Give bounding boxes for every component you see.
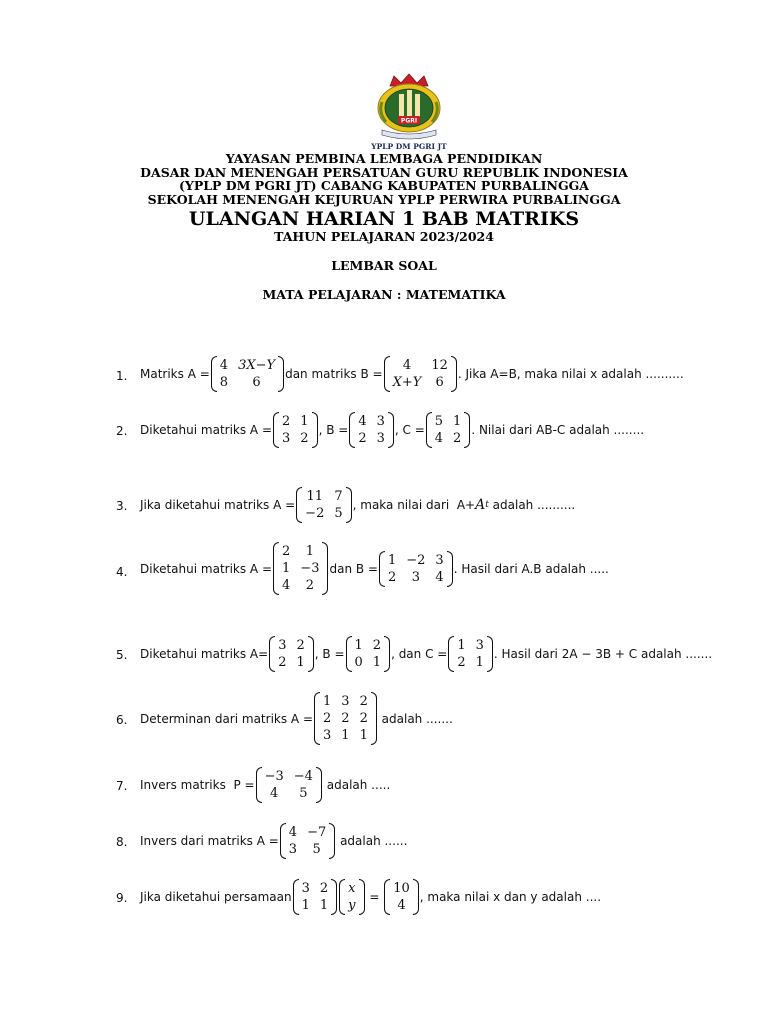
matrix-entry: 2 xyxy=(387,569,397,585)
matrix-entry: 1 xyxy=(323,694,332,709)
matrix-c xyxy=(448,636,493,672)
matrix-entry: −4 xyxy=(293,769,313,784)
question-3 xyxy=(140,487,575,523)
matrix-a xyxy=(273,412,318,448)
question-6 xyxy=(140,692,453,745)
question-number: 8. xyxy=(116,835,128,849)
header-line-1: YAYASAN PEMBINA LEMBAGA PENDIDIKAN xyxy=(225,151,543,166)
matrix-a xyxy=(273,542,328,595)
matrix-entry: 2 xyxy=(282,414,291,429)
matrix-entry: 1 xyxy=(282,561,291,576)
matrix-b xyxy=(379,551,453,587)
matrix-cells xyxy=(454,636,487,672)
transpose-symbol: A xyxy=(475,497,486,513)
matrix-cells xyxy=(217,356,278,392)
matrix-right-bracket xyxy=(329,823,335,859)
transpose-superscript: t xyxy=(485,500,489,510)
matrix-entry: 4 xyxy=(219,358,229,373)
question-text: . Hasil dari A.B adalah ..... xyxy=(453,561,609,576)
matrix-entry: 2 xyxy=(300,431,309,446)
matrix-right-bracket xyxy=(331,879,337,915)
matrix-entry: 5 xyxy=(312,842,321,857)
matrix-entry: 4 xyxy=(270,786,279,801)
matrix-entry: 2 xyxy=(359,711,368,726)
question-text: Determinan dari matriks A = xyxy=(140,711,313,726)
matrix-right-bracket xyxy=(388,412,394,448)
matrix-entry: 3 xyxy=(411,569,420,585)
matrix-entry: 3 xyxy=(376,431,385,446)
matrix-cells xyxy=(432,412,465,448)
question-number: 2. xyxy=(116,424,128,438)
matrix-right-bracket xyxy=(464,412,470,448)
question-text: Diketahui matriks A = xyxy=(140,561,273,576)
matrix-b xyxy=(346,636,391,672)
matrix-cells xyxy=(275,636,308,672)
school-logo xyxy=(368,72,450,152)
matrix-cells xyxy=(299,879,332,915)
matrix-cells xyxy=(262,767,316,803)
matrix-cells xyxy=(385,551,447,587)
matrix-right-bracket xyxy=(308,636,314,672)
matrix-entry: 1 xyxy=(341,728,350,743)
question-text: . Jika A=B, maka nilai x adalah .......... xyxy=(457,367,684,381)
matrix-entry: 1 xyxy=(319,898,329,913)
matrix-cells xyxy=(320,692,371,745)
matrix-entry: 2 xyxy=(457,655,466,670)
logo-badge-text: PGRI xyxy=(400,117,418,125)
question-text: . Nilai dari AB-C adalah ........ xyxy=(471,423,645,437)
matrix-a xyxy=(211,356,284,392)
sheet-label: LEMBAR SOAL xyxy=(331,258,437,273)
matrix-cells xyxy=(355,412,388,448)
matrix-right-bracket xyxy=(312,412,318,448)
matrix-entry: y xyxy=(348,898,356,913)
question-text: adalah .......... xyxy=(488,498,576,512)
matrix-right-bracket xyxy=(451,356,457,392)
matrix-entry: 10 xyxy=(393,881,410,896)
matrix-entry: 4 xyxy=(288,825,298,840)
matrix-cells xyxy=(345,879,358,915)
matrix-entry: 3 xyxy=(376,414,385,429)
matrix-entry: 2 xyxy=(305,578,315,593)
matrix-entry: 3 xyxy=(323,728,332,743)
matrix-a xyxy=(280,823,335,859)
question-text: , B = xyxy=(314,647,345,661)
matrix-entry: 2 xyxy=(372,638,382,653)
matrix-entry: 5 xyxy=(299,786,308,801)
question-text: , maka nilai x dan y adalah .... xyxy=(419,890,602,904)
question-5 xyxy=(140,636,712,672)
matrix-entry: 11 xyxy=(306,489,324,504)
matrix-entry: 5 xyxy=(434,414,444,429)
matrix-entry: 5 xyxy=(334,506,343,521)
question-text: = xyxy=(365,890,384,904)
matrix-entry: −7 xyxy=(307,825,327,840)
matrix-entry: 4 xyxy=(282,578,291,593)
matrix-entry: 3 xyxy=(301,881,310,896)
matrix-coefficients xyxy=(293,879,338,915)
question-number: 4. xyxy=(116,565,128,579)
matrix-entry: 4 xyxy=(435,569,444,585)
matrix-entry: 0 xyxy=(354,655,363,670)
matrix-cells xyxy=(390,356,451,392)
matrix-right-bracket xyxy=(371,692,377,745)
matrix-entry: 4 xyxy=(434,431,444,446)
question-number: 1. xyxy=(116,369,128,383)
matrix-entry: 3 xyxy=(475,638,484,653)
question-text: Invers matriks P = xyxy=(140,778,255,792)
matrix-a xyxy=(296,487,351,523)
question-text: Diketahui matriks A= xyxy=(140,647,269,661)
matrix-right-bracket xyxy=(346,487,352,523)
question-text: Jika diketahui matriks A = xyxy=(140,498,296,512)
header-line-3: (YPLP DM PGRI JT) CABANG KABUPATEN PURBALINGGA xyxy=(178,178,589,193)
matrix-constants xyxy=(384,879,419,915)
question-number: 5. xyxy=(116,648,128,662)
question-number: 6. xyxy=(116,713,128,727)
logo-caption: YPLP DM PGRI JT xyxy=(371,142,447,151)
matrix-entry: −2 xyxy=(406,552,426,568)
matrix-entry: 8 xyxy=(219,375,229,390)
matrix-entry: 6 xyxy=(435,375,444,390)
matrix-entry: 3 xyxy=(341,694,350,709)
matrix-right-bracket xyxy=(384,636,390,672)
question-8 xyxy=(140,823,407,859)
matrix-entry: 1 xyxy=(301,898,310,913)
matrix-entry: −3 xyxy=(264,769,284,784)
matrix-right-bracket xyxy=(413,879,419,915)
question-number: 7. xyxy=(116,779,128,793)
matrix-entry: 2 xyxy=(453,431,462,446)
question-text: Invers dari matriks A = xyxy=(140,834,279,848)
question-text: , C = xyxy=(394,423,425,437)
question-text: Diketahui matriks A = xyxy=(140,423,273,437)
question-text: dan matriks B = xyxy=(285,367,383,381)
matrix-entry: 2 xyxy=(296,638,305,653)
matrix-entry: 1 xyxy=(354,638,363,653)
matrix-cells xyxy=(279,542,322,595)
question-2 xyxy=(140,412,644,448)
matrix-cells xyxy=(352,636,385,672)
matrix-p xyxy=(256,767,322,803)
matrix-entry: 1 xyxy=(359,728,368,743)
matrix-a xyxy=(314,692,377,745)
matrix-entry: −2 xyxy=(305,506,325,521)
matrix-cells xyxy=(279,412,312,448)
matrix-cells xyxy=(302,487,345,523)
question-7 xyxy=(140,767,390,803)
matrix-entry: 1 xyxy=(372,655,382,670)
matrix-entry: 1 xyxy=(457,638,466,653)
question-text: , dan C = xyxy=(391,647,448,661)
matrix-b xyxy=(384,356,457,392)
matrix-entry: 1 xyxy=(387,552,397,568)
question-text: dan B = xyxy=(329,561,378,576)
matrix-cells xyxy=(390,879,413,915)
matrix-entry: 7 xyxy=(334,489,343,504)
matrix-right-bracket xyxy=(278,356,284,392)
question-text: Jika diketahui persamaan xyxy=(140,890,292,904)
matrix-right-bracket xyxy=(359,879,365,915)
question-text: , maka nilai dari A+ xyxy=(352,498,476,512)
matrix-entry: 4 xyxy=(397,898,406,913)
matrix-entry: 3X−Y xyxy=(238,358,276,373)
matrix-entry: 1 xyxy=(475,655,484,670)
matrix-entry: 2 xyxy=(278,655,287,670)
matrix-entry: 1 xyxy=(296,655,305,670)
matrix-entry: 1 xyxy=(305,544,315,559)
question-4 xyxy=(140,542,609,595)
matrix-entry: x xyxy=(348,881,356,896)
subject-label: MATA PELAJARAN : MATEMATIKA xyxy=(262,287,506,302)
matrix-entry: 4 xyxy=(402,358,412,373)
matrix-c xyxy=(426,412,471,448)
matrix-right-bracket xyxy=(316,767,322,803)
matrix-entry: 2 xyxy=(341,711,350,726)
question-1 xyxy=(140,356,684,392)
matrix-entry: 1 xyxy=(300,414,309,429)
matrix-entry: 1 xyxy=(453,414,462,429)
matrix-entry: 12 xyxy=(431,358,448,373)
question-9 xyxy=(140,879,601,915)
matrix-right-bracket xyxy=(447,551,453,587)
question-text: adalah ..... xyxy=(322,778,391,792)
question-text: Matriks A = xyxy=(140,367,210,381)
matrix-variables xyxy=(339,879,364,915)
header-line-4: SEKOLAH MENENGAH KEJURUAN YPLP PERWIRA PURBALINGGA xyxy=(147,191,621,207)
matrix-cells xyxy=(286,823,329,859)
matrix-entry: 2 xyxy=(358,431,367,446)
question-text: . Hasil dari 2A − 3B + C adalah ....... xyxy=(493,647,713,661)
matrix-entry: 6 xyxy=(252,375,261,390)
matrix-a xyxy=(269,636,314,672)
matrix-right-bracket xyxy=(487,636,493,672)
matrix-right-bracket xyxy=(322,542,328,595)
matrix-entry: 3 xyxy=(288,842,298,857)
matrix-entry: 2 xyxy=(359,694,368,709)
matrix-entry: X+Y xyxy=(392,375,422,390)
header-line-2: DASAR DAN MENENGAH PERSATUAN GURU REPUBLIK INDONESIA xyxy=(140,164,628,180)
question-text: adalah ...... xyxy=(336,834,408,848)
question-text: adalah ....... xyxy=(377,711,453,726)
matrix-entry: 3 xyxy=(435,552,444,568)
matrix-entry: 3 xyxy=(282,431,291,446)
matrix-entry: 2 xyxy=(319,881,329,896)
matrix-entry: 3 xyxy=(278,638,287,653)
matrix-entry: 2 xyxy=(282,544,291,559)
question-number: 3. xyxy=(116,499,128,513)
question-text: , B = xyxy=(318,423,349,437)
academic-year: TAHUN PELAJARAN 2023/2024 xyxy=(274,229,494,244)
exam-title: ULANGAN HARIAN 1 BAB MATRIKS xyxy=(188,208,580,230)
matrix-entry: 2 xyxy=(323,711,332,726)
institution-header xyxy=(0,152,768,206)
matrix-entry: 4 xyxy=(358,414,367,429)
matrix-b xyxy=(349,412,394,448)
matrix-entry: −3 xyxy=(300,561,320,576)
question-number: 9. xyxy=(116,891,128,905)
